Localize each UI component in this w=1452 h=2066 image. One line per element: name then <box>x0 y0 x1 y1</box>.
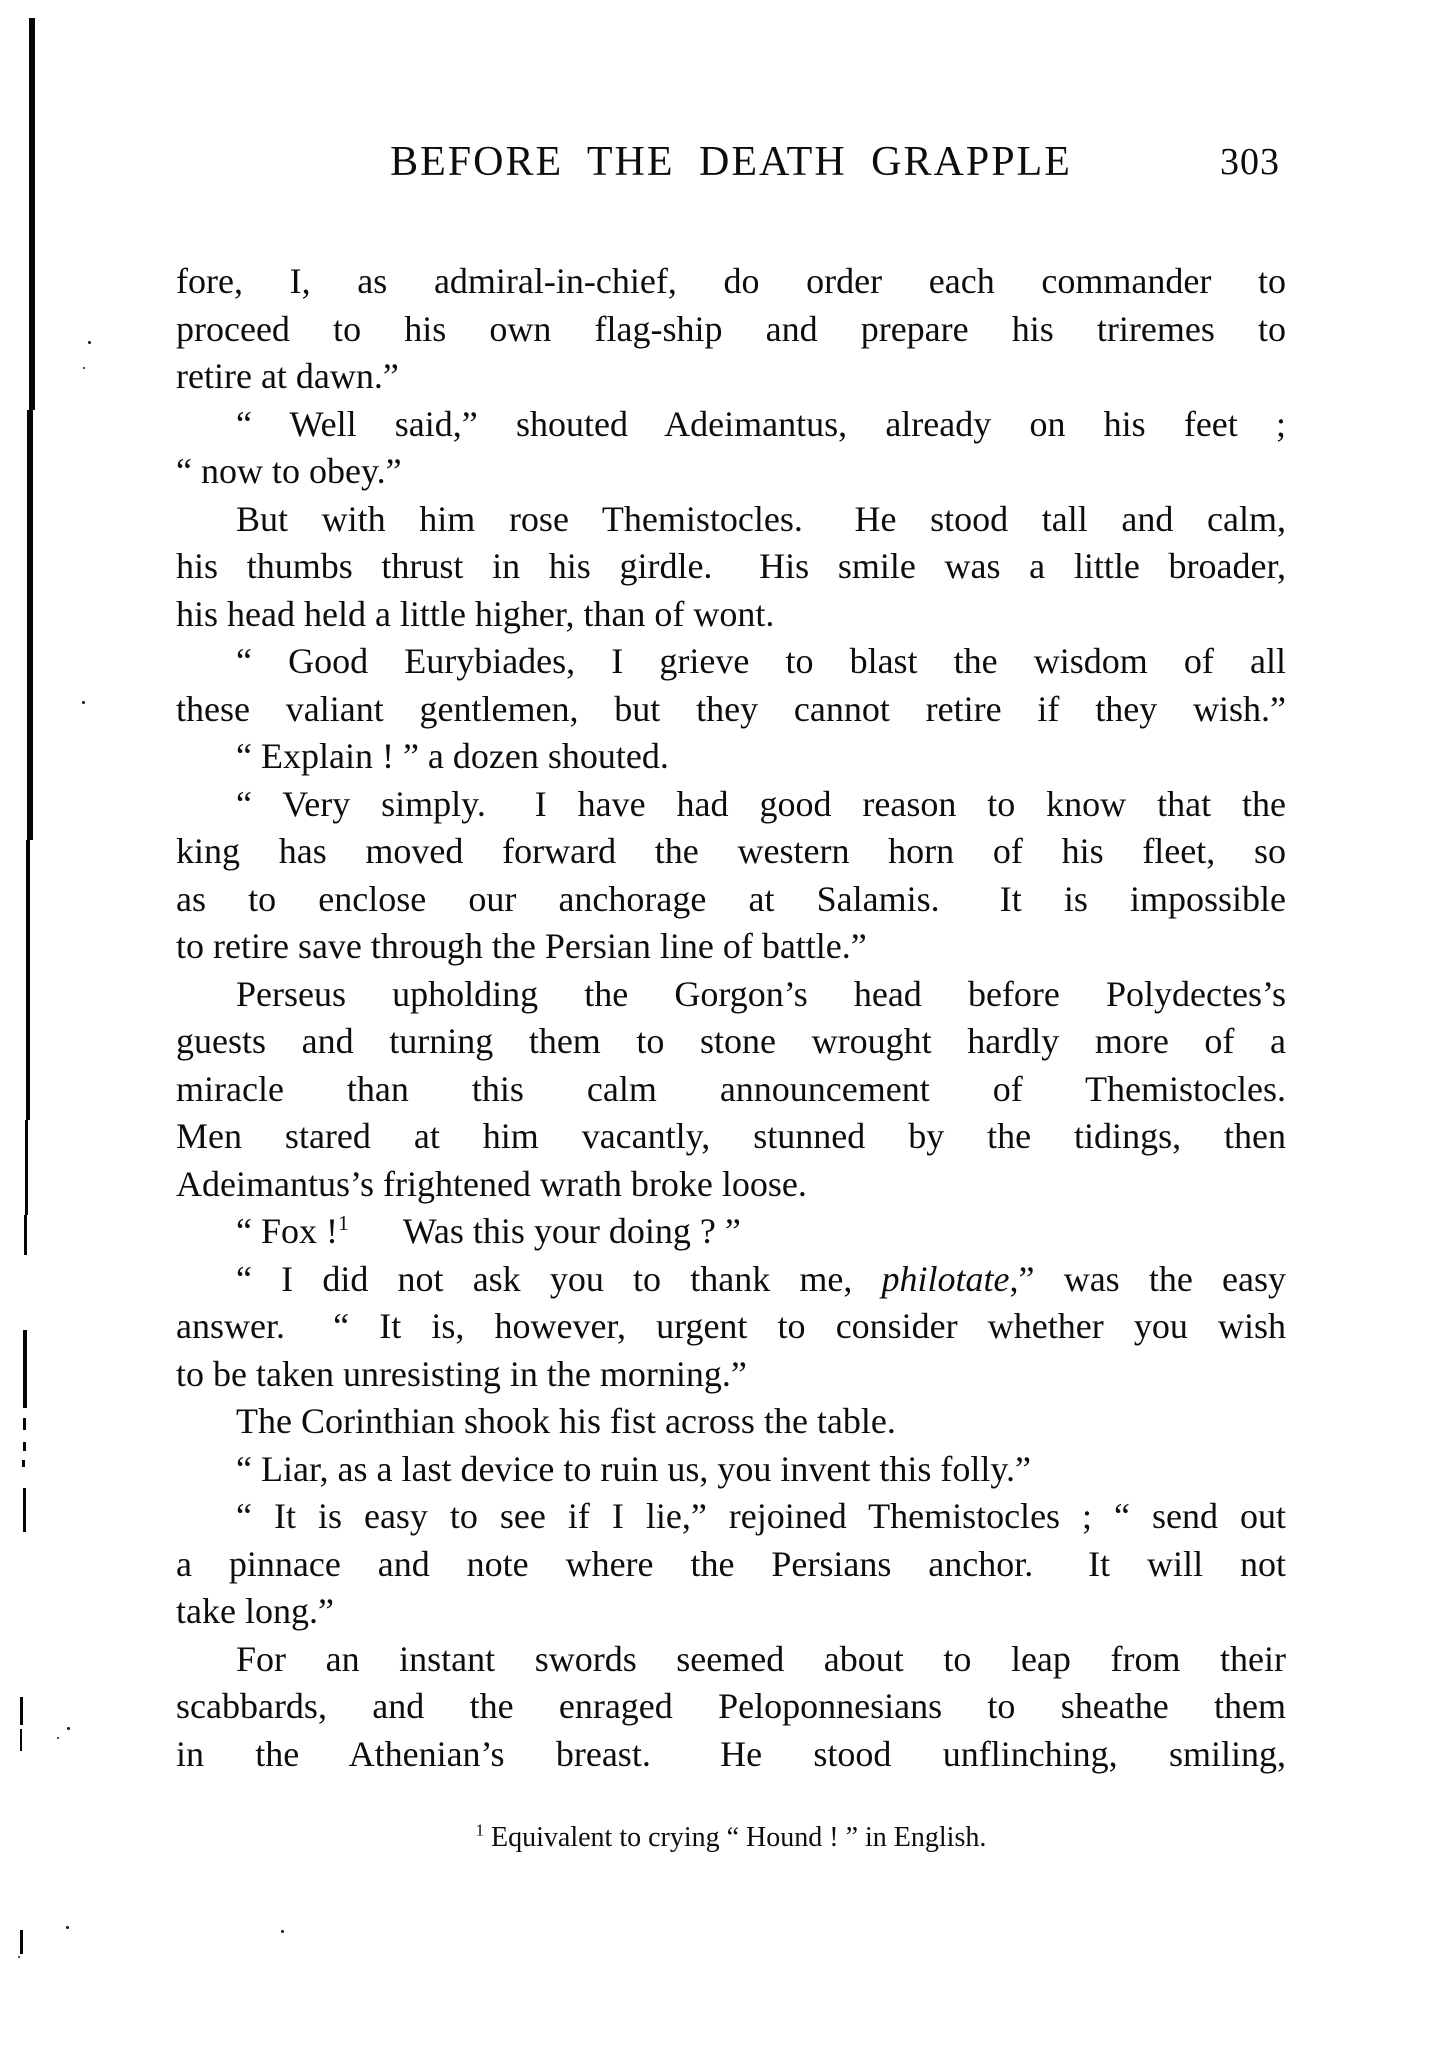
text-segment: “ Well said,” shouted Adeimantus, already on his feet ; <box>236 403 1286 444</box>
text-segment: retire at dawn.” <box>176 356 399 396</box>
text-segment: But with him rose Themistocles. He stood tall and calm, <box>236 498 1286 539</box>
scan-artifact-speck <box>57 1737 59 1739</box>
scan-artifact-line <box>26 840 30 1120</box>
text-line <box>176 1018 1286 1066</box>
text-line <box>176 1351 1286 1399</box>
text-segment: “ Fox ! <box>236 1211 338 1251</box>
text-line <box>176 1256 1286 1304</box>
scan-artifact-line <box>20 1697 23 1725</box>
scan-artifact-line <box>29 18 35 410</box>
text-segment: “ Explain ! ” a dozen shouted. <box>236 736 669 776</box>
scan-artifact-line <box>23 1418 26 1430</box>
text-segment: fore, I, as admiral-in-chief, do order each commander to <box>176 261 1286 301</box>
scan-artifact-speck <box>82 701 85 704</box>
text-segment: proceed to his own flag-ship and prepare his triremes to <box>176 308 1286 349</box>
text-segment: to be taken unresisting in the morning.” <box>176 1353 747 1394</box>
text-segment: a pinnace and note where the Persians anchor. It will not <box>176 1543 1286 1584</box>
scan-artifact-line <box>23 1442 26 1451</box>
text-line <box>176 496 1286 544</box>
text-line <box>176 1161 1286 1209</box>
text-segment: “ I did not ask you to thank me, <box>236 1258 882 1299</box>
text-line <box>176 1731 1286 1779</box>
text-segment: to retire save through the Persian line of battle.” <box>176 926 867 966</box>
text-line <box>176 1588 1286 1636</box>
scan-artifact-line <box>23 1330 27 1408</box>
text-segment: The Corinthian shook his fist across the table. <box>236 1401 896 1441</box>
scan-artifact-speck <box>281 1930 284 1933</box>
scan-artifact-speck <box>83 367 85 369</box>
page-number: 303 <box>1220 141 1280 183</box>
text-segment: these valiant gentlemen, but they cannot retire if they wish.” <box>176 688 1286 729</box>
text-segment: scabbards, and the enraged Peloponnesians to sheathe them <box>176 1686 1286 1726</box>
text-segment: king has moved forward the western horn of his fleet, so <box>176 831 1286 871</box>
scan-artifact-line <box>20 1930 23 1954</box>
text-line <box>176 401 1286 449</box>
footnote <box>176 1822 1286 1854</box>
text-line <box>176 1066 1286 1114</box>
text-line <box>176 1303 1286 1351</box>
text-line <box>176 1208 1286 1256</box>
running-header <box>176 138 1286 188</box>
scan-artifact-line <box>24 1215 27 1255</box>
text-line <box>176 686 1286 734</box>
text-segment: Adeimantus’s frightened wrath broke loose. <box>176 1163 807 1204</box>
text-segment: For an instant swords seemed about to leap from their <box>236 1638 1286 1679</box>
text-segment: in the Athenian’s breast. He stood unflinching, smiling, <box>176 1733 1286 1774</box>
text-segment: “ Liar, as a last device to ruin us, you invent this folly.” <box>236 1448 1032 1489</box>
page-text <box>176 258 1286 1778</box>
scan-artifact-speck <box>67 1727 70 1730</box>
text-line <box>176 828 1286 876</box>
text-segment: “ now to obey.” <box>176 451 402 491</box>
text-line <box>176 733 1286 781</box>
text-segment: as to enclose our anchorage at Salamis. It is impossible <box>176 878 1286 919</box>
text-line <box>176 638 1286 686</box>
text-line <box>176 353 1286 401</box>
scan-artifact-line <box>20 1729 22 1751</box>
text-segment: his thumbs thrust in his girdle. His smile was a little broader, <box>176 546 1286 586</box>
text-line <box>176 543 1286 591</box>
text-line <box>176 448 1286 496</box>
text-line <box>176 1683 1286 1731</box>
text-segment: Was this your doing ? ” <box>348 1211 741 1251</box>
text-segment: “ Good Eurybiades, I grieve to blast the wisdom of all <box>236 641 1286 681</box>
page-title: BEFORE THE DEATH GRAPPLE <box>390 139 1072 185</box>
scan-artifact-speck <box>88 341 91 344</box>
scan-artifact-line <box>22 1460 25 1467</box>
text-line <box>176 1446 1286 1494</box>
text-segment: Men stared at him vacantly, stunned by the tidings, then <box>176 1116 1286 1156</box>
scan-artifact-speck <box>66 1926 69 1929</box>
text-line <box>176 591 1286 639</box>
text-segment: philotate <box>881 1258 1010 1299</box>
text-line <box>176 1113 1286 1161</box>
text-segment: guests and turning them to stone wrought hardly more of a <box>176 1021 1286 1061</box>
text-segment: Perseus upholding the Gorgon’s head before Polydectes’s <box>236 973 1286 1014</box>
text-line <box>176 306 1286 354</box>
text-line <box>176 1541 1286 1589</box>
text-line <box>176 876 1286 924</box>
text-line <box>176 1398 1286 1446</box>
scan-artifact-line <box>23 1488 26 1532</box>
scan-artifact-speck <box>18 1956 20 1958</box>
footnote-marker: 1 <box>338 1211 349 1235</box>
text-line <box>176 258 1286 306</box>
text-segment: ,” was the easy <box>1009 1258 1286 1299</box>
text-segment: Equivalent to crying “ Hound ! ” in English. <box>484 1822 987 1853</box>
scan-artifact-line <box>27 410 33 840</box>
text-line <box>176 923 1286 971</box>
text-segment: his head held a little higher, than of wont. <box>176 593 775 634</box>
text-segment: answer. “ It is, however, urgent to consider whether you wish <box>176 1306 1286 1346</box>
footnote-marker: 1 <box>475 1820 485 1840</box>
text-segment: miracle than this calm announcement of Themistocles. <box>176 1068 1286 1109</box>
text-line <box>176 1636 1286 1684</box>
text-segment: “ It is easy to see if I lie,” rejoined Themistocles ; “ send out <box>236 1496 1286 1536</box>
text-segment: “ Very simply. I have had good reason to know that the <box>236 783 1286 824</box>
text-segment: take long.” <box>176 1591 334 1631</box>
text-line <box>176 781 1286 829</box>
scan-artifact-line <box>25 1120 28 1215</box>
text-line <box>176 1493 1286 1541</box>
text-line <box>176 971 1286 1019</box>
